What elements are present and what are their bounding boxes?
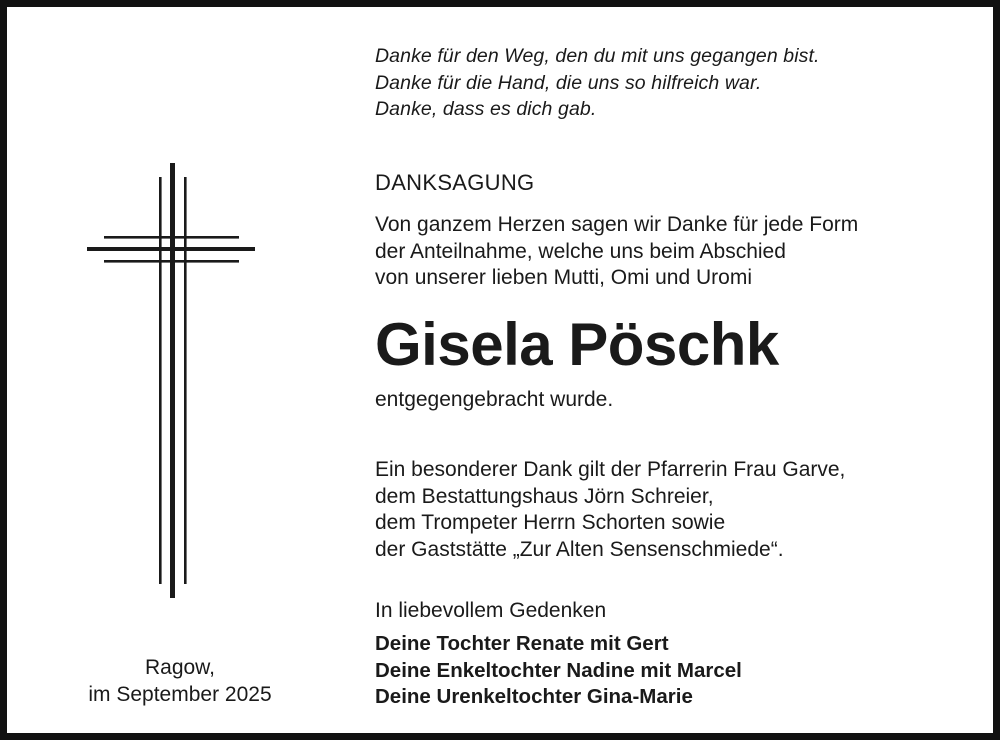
family-member: Deine Urenkeltochter Gina-Marie <box>375 685 693 708</box>
poem-line: Danke, dass es dich gab. <box>375 98 597 120</box>
intro-line: von unserer lieben Mutti, Omi und Uromi <box>375 266 752 289</box>
deceased-name: Gisela Pöschk <box>375 311 779 378</box>
remembrance-line: In liebevollem Gedenken <box>375 599 607 622</box>
thanks-line: der Gaststätte „Zur Alten Sensenschmiede“. <box>375 537 784 561</box>
place-and-date <box>47 655 313 708</box>
family-signatures <box>375 631 742 711</box>
notice-heading: DANKSAGUNG <box>375 170 535 195</box>
thanks-line: dem Bestattungshaus Jörn Schreier, <box>375 484 714 508</box>
after-name-text: entgegengebracht wurde. <box>375 388 614 411</box>
intro-line: Von ganzem Herzen sagen wir Danke für jede Form <box>375 213 859 236</box>
poem-verse <box>375 43 820 123</box>
poem-line: Danke für den Weg, den du mit uns gegangen bist. <box>375 45 820 67</box>
poem-line: Danke für die Hand, die uns so hilfreich war. <box>375 71 762 94</box>
thanks-line: dem Trompeter Herrn Schorten sowie <box>375 511 726 534</box>
thanks-line: Ein besonderer Dank gilt der Pfarrerin Frau Garve, <box>375 458 846 481</box>
intro-text <box>375 212 858 292</box>
place: Ragow, <box>144 656 216 679</box>
special-thanks <box>375 457 845 563</box>
intro-line: der Anteilnahme, welche uns beim Abschied <box>375 239 786 263</box>
family-member: Deine Enkeltochter Nadine mit Marcel <box>375 658 742 682</box>
date: im September 2025 <box>88 682 272 706</box>
family-member: Deine Tochter Renate mit Gert <box>375 632 669 655</box>
